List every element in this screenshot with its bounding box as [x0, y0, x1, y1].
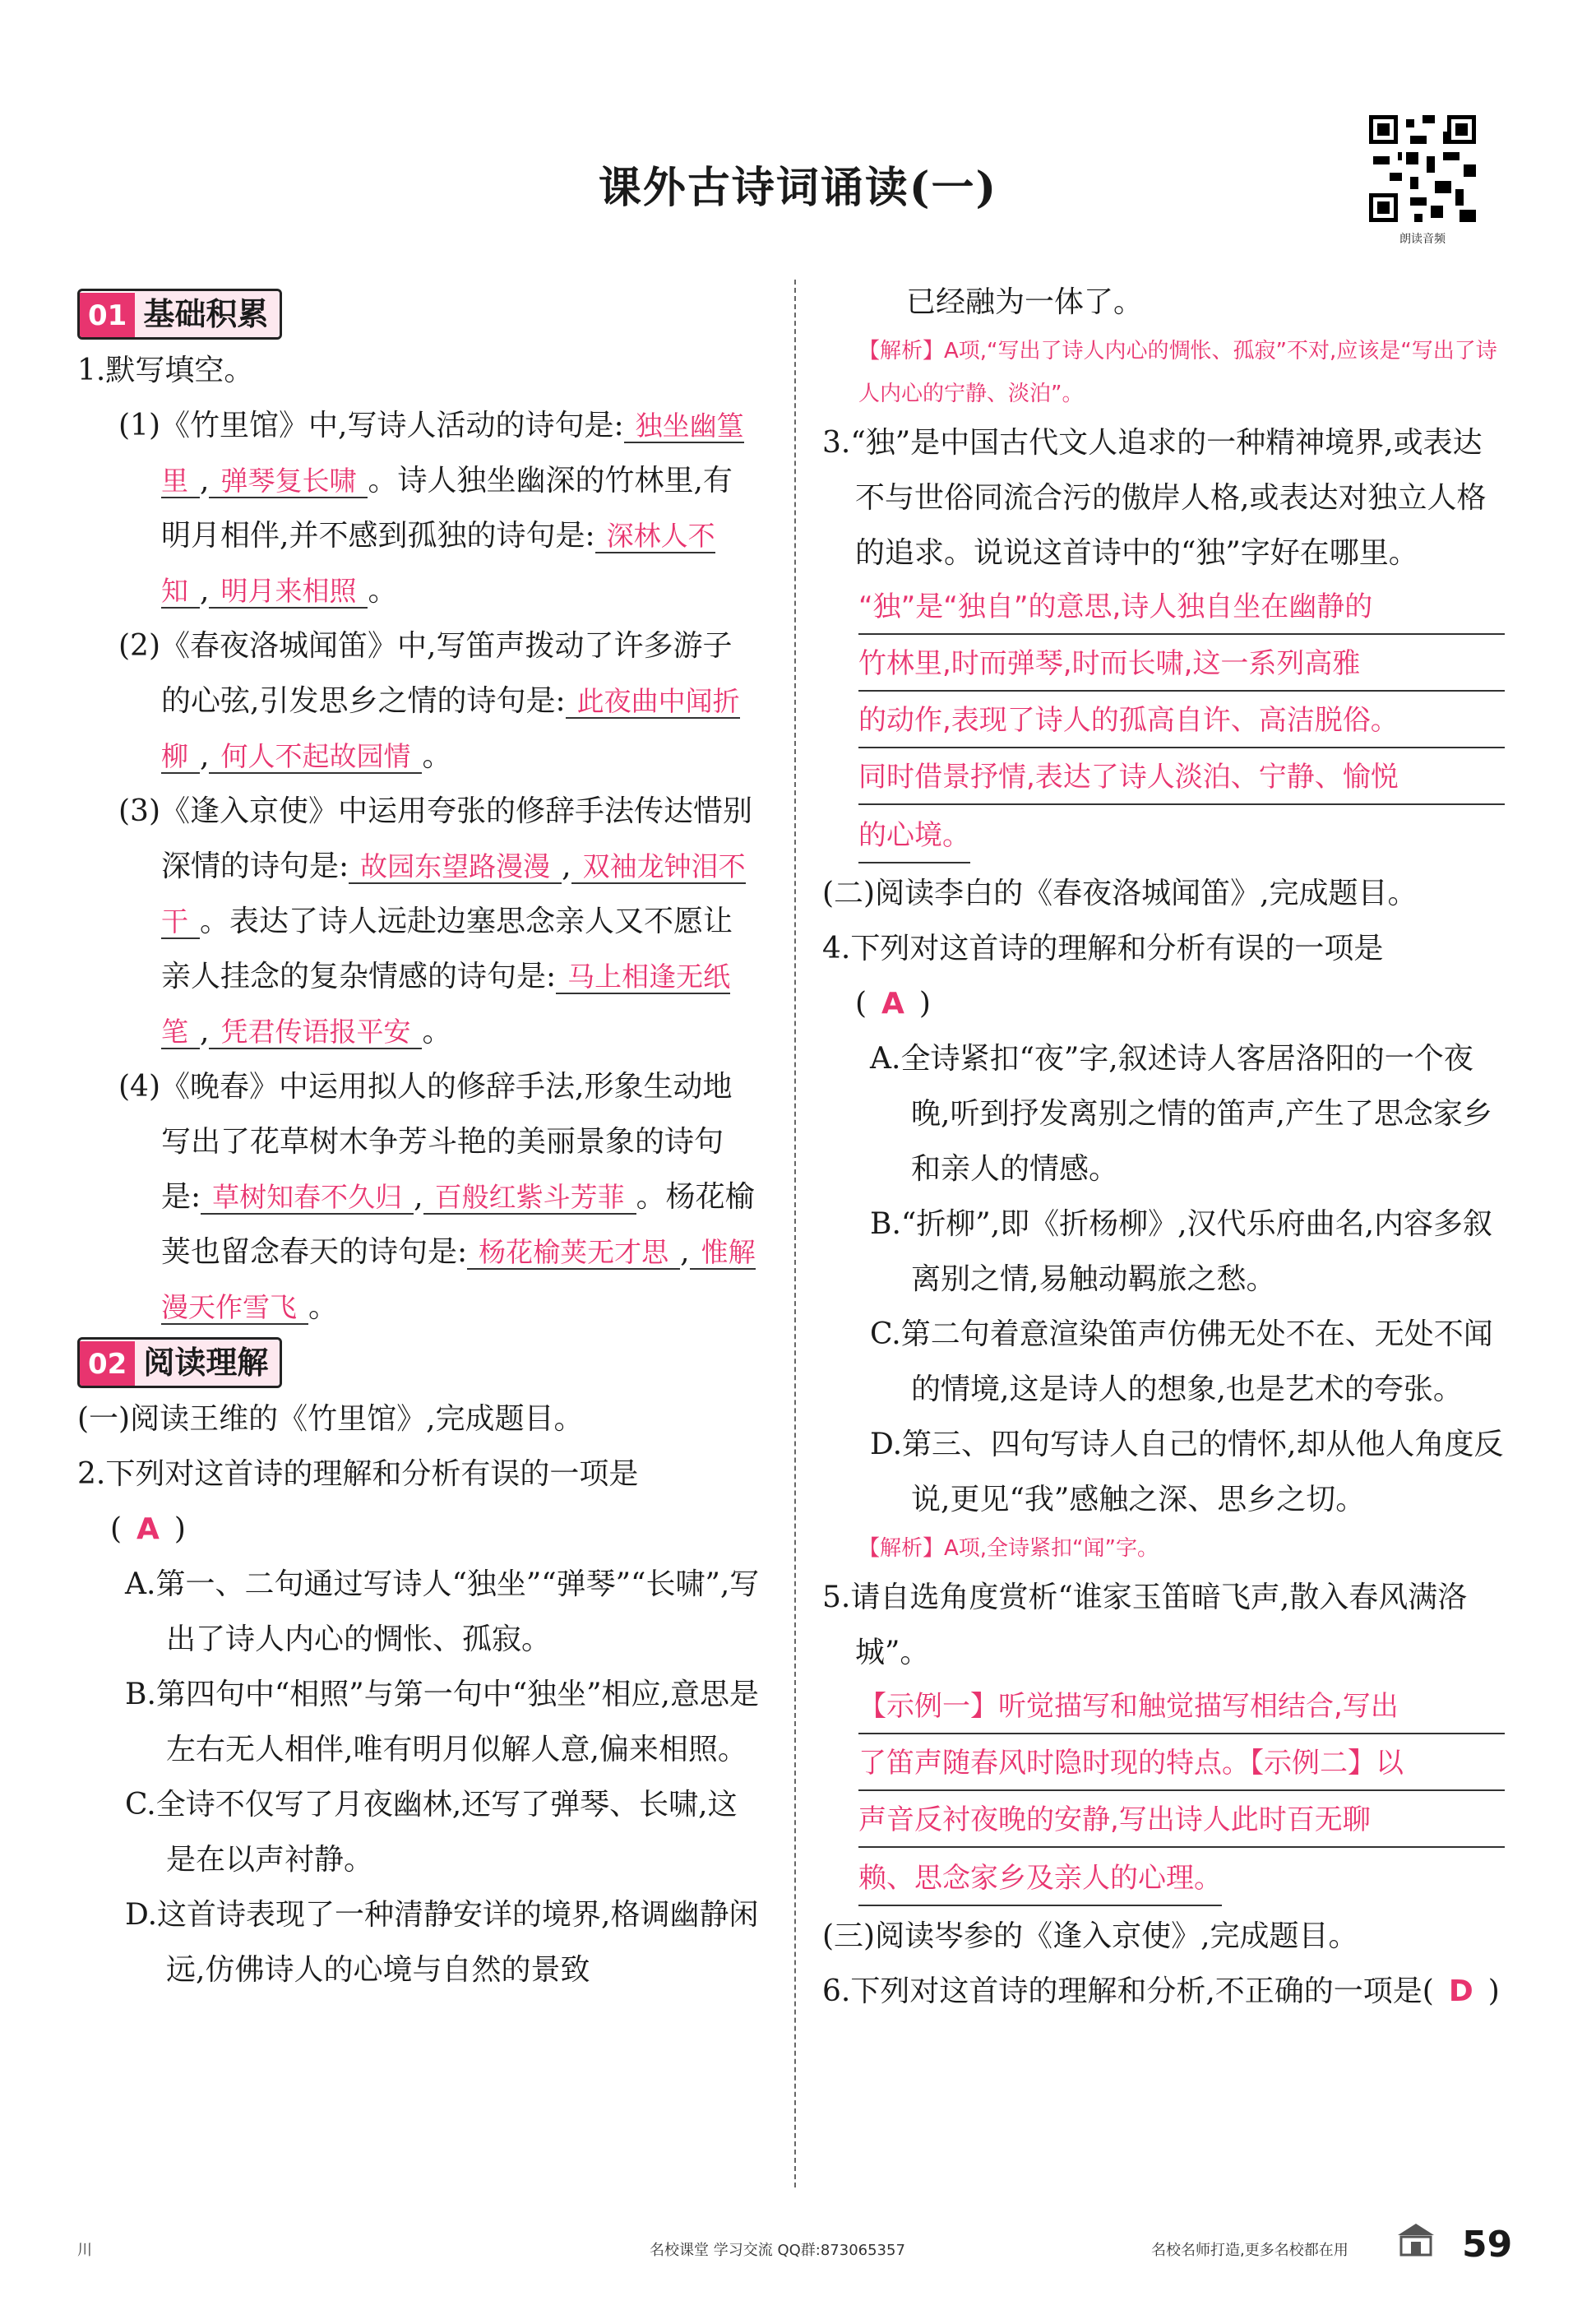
page-number: 59 [1462, 2224, 1513, 2266]
answer-blank: 双袖龙钟泪不干 [161, 850, 746, 937]
question-4-option-b: B.“折柳”,即《折杨柳》,汉代乐府曲名,内容多叙离别之情,易触动羁旅之愁。 [870, 1207, 1493, 1296]
answer-line: 竹林里,时而弹琴,时而长啸,这一系列高雅 [858, 637, 1505, 692]
question-2-option-c: C.全诗不仅写了月夜幽林,还写了弹琴、长啸,这是在以声衬静。 [125, 1788, 738, 1877]
right-column [822, 275, 1505, 2019]
answer-line: 的动作,表现了诗人的孤高自许、高洁脱俗。 [858, 694, 1505, 748]
answer-line: “独”是“独自”的意思,诗人独自坐在幽静的 [858, 581, 1505, 635]
answer-blank: 明月来相照 [209, 575, 368, 609]
school-logo-icon [1393, 2219, 1439, 2265]
question-1-part-2: (2)《春夜洛城闻笛》中,写笛声拨动了许多游子的心弦,引发思乡之情的诗句是: 此夜曲中闻折柳 , 何人不起故园情 。 [118, 629, 740, 773]
answer-blank: 深林人不知 [161, 520, 715, 607]
section-header-reading [77, 1337, 282, 1388]
section-name: 基础积累 [135, 291, 280, 337]
question-1-part-4: (4)《晚春》中运用拟人的修辞手法,形象生动地写出了花草树木争芳斗艳的美丽景象的诗句是: 草树知春不久归 , 百般红紫斗芳菲 。杨花榆荚也留念春天的诗句是: 杨花榆荚无才思 , 惟解漫天作雪飞 。 [118, 1070, 756, 1324]
footer-center: 名校课堂 学习交流 QQ群:873065357 [650, 2242, 905, 2259]
reading-3-intro: (三)阅读岑参的《逢入京使》,完成题目。 [822, 1919, 1358, 1953]
question-4-option-a: A.全诗紧扣“夜”字,叙述诗人客居洛阳的一个夜晚,听到抒发离别之情的笛声,产生了思念家乡和亲人的情感。 [870, 1042, 1492, 1186]
question-2-stem: 2.下列对这首诗的理解和分析有误的一项是 [77, 1457, 639, 1491]
question-1-part-1: (1)《竹里馆》中,写诗人活动的诗句是: 独坐幽篁里 , 弹琴复长啸 。诗人独坐幽深的竹林里,有明月相伴,并不感到孤独的诗句是: 深林人不知 , 明月来相照 。 [118, 409, 744, 608]
question-4-option-c: C.第二句着意渲染笛声仿佛无处不在、无处不闻的情境,这是诗人的想象,也是艺术的夸张。 [870, 1317, 1493, 1406]
section-number: 02 [80, 1341, 135, 1387]
qr-caption: 朗读音频 [1399, 233, 1446, 246]
answer-blank: 凭君传语报平安 [209, 1016, 422, 1049]
column-divider [794, 280, 796, 2187]
left-column [77, 286, 760, 1998]
section-header-basic [77, 289, 282, 340]
answer-blank: 独坐幽篁里 [161, 410, 744, 497]
question-4-explanation: 【解析】A项,全诗紧扣“闻”字。 [858, 1536, 1159, 1561]
question-2-option-a: A.第一、二句通过写诗人“独坐”“弹琴”“长啸”,写出了诗人内心的惆怅、孤寂。 [125, 1567, 760, 1656]
question-3-stem: 3.“独”是中国古代文人追求的一种精神境界,或表达不与世俗同流合污的傲岸人格,或表达对独立人格的追求。说说这首诗中的“独”字好在哪里。 [822, 426, 1487, 570]
footer-right: 名校名师打造,更多名校都在用 [1151, 2242, 1349, 2259]
question-2-explanation: 【解析】A项,“写出了诗人内心的惆怅、孤寂”不对,应该是“写出了诗人内心的宁静、淡泊”。 [858, 339, 1497, 406]
qr-code-icon[interactable] [1365, 111, 1480, 226]
question-2-option-d-continued: 已经融为一体了。 [906, 285, 1144, 319]
answer-blank: 惟解漫天作雪飞 [161, 1236, 756, 1323]
answer-line: 同时借景抒情,表达了诗人淡泊、宁静、愉悦 [858, 751, 1505, 805]
answer-blank: 弹琴复长啸 [209, 465, 368, 498]
answer-blank: 杨花榆荚无才思 [467, 1236, 680, 1270]
answer-line: 声音反衬夜晚的安静,写出诗人此时百无聊 [858, 1794, 1505, 1848]
answer-blank: 草树知春不久归 [201, 1181, 414, 1215]
question-1-stem: 1.默写填空。 [77, 354, 254, 387]
question-2-option-b: B.第四句中“相照”与第一句中“独坐”相应,意思是左右无人相伴,唯有明月似解人意,偏来相照。 [125, 1678, 759, 1766]
answer-line: 了笛声随春风时隐时现的特点。【示例二】以 [858, 1737, 1505, 1791]
answer-line: 的心境。 [858, 809, 970, 863]
reading-2-intro: (二)阅读李白的《春夜洛城闻笛》,完成题目。 [822, 877, 1418, 910]
answer-blank: 百般红紫斗芳菲 [423, 1181, 636, 1215]
question-1-part-3: (3)《逢入京使》中运用夸张的修辞手法传达惜别深情的诗句是: 故园东望路漫漫 , 双袖龙钟泪不干 。表达了诗人远赴边塞思念亲人又不愿让亲人挂念的复杂情感的诗句是: 马上相逢无纸笔 , 凭君传语报平安 。 [118, 794, 752, 1049]
page-title: 课外古诗词诵读(一) [598, 163, 998, 213]
question-4-stem: 4.下列对这首诗的理解和分析有误的一项是 [822, 932, 1384, 965]
question-4-answer: ( A ) [855, 987, 931, 1021]
section-name: 阅读理解 [135, 1340, 280, 1386]
reading-1-intro: (一)阅读王维的《竹里馆》,完成题目。 [77, 1402, 584, 1436]
answer-blank: 何人不起故园情 [209, 740, 422, 774]
question-2-answer: ( A ) [110, 1512, 186, 1546]
answer-blank: 马上相逢无纸笔 [161, 961, 731, 1048]
question-5-stem: 5.请自选角度赏析“谁家玉笛暗飞声,散入春风满洛城”。 [822, 1581, 1468, 1669]
answer-blank: 此夜曲中闻折柳 [161, 685, 740, 772]
section-number: 01 [80, 293, 135, 339]
answer-line: 【示例一】听觉描写和触觉描写相结合,写出 [858, 1680, 1505, 1734]
answer-blank: 故园东望路漫漫 [349, 850, 562, 884]
answer-line: 赖、思念家乡及亲人的心理。 [858, 1852, 1222, 1906]
question-6-stem: 6.下列对这首诗的理解和分析,不正确的一项是( D ) [822, 1974, 1500, 2008]
question-4-option-d: D.第三、四句写诗人自己的情怀,却从他人角度反说,更见“我”感触之深、思乡之切。 [870, 1428, 1504, 1516]
footer-left: 川 [77, 2242, 92, 2259]
question-2-option-d: D.这首诗表现了一种清静安详的境界,格调幽静闲远,仿佛诗人的心境与自然的景致 [125, 1898, 759, 1987]
